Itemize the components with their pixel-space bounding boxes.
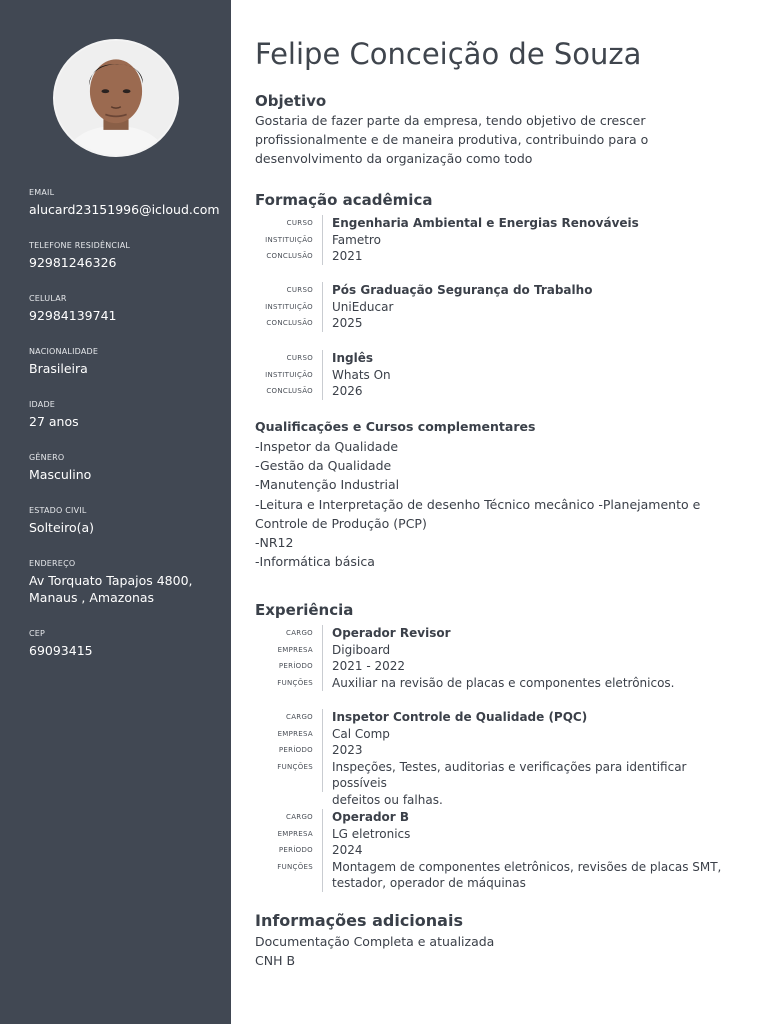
experience-role-row [255, 809, 745, 826]
contact-gender-label: GÊNERO [29, 453, 65, 462]
section-experience [255, 600, 745, 620]
section-education [255, 190, 745, 210]
qualification-item: -Manutenção Industrial [255, 477, 400, 493]
duties-value [332, 759, 732, 809]
experience-period-row [255, 842, 745, 859]
profile-photo-image [55, 41, 177, 155]
company-value: LG eletronics [332, 826, 411, 841]
company-label: EMPRESA [277, 829, 313, 838]
period-label: PERÍODO [278, 662, 313, 670]
contact-age-label: IDADE [29, 400, 56, 409]
institution-label: INSTITUIÇÃO [265, 370, 313, 379]
sidebar [0, 0, 231, 1024]
contact-age [29, 400, 225, 430]
experience-company-row [255, 642, 745, 659]
duties-label: FUNÇÕES [277, 862, 313, 871]
education-course-row [255, 350, 745, 367]
role-label: CARGO [286, 713, 313, 721]
contact-marital-status [29, 506, 225, 536]
institution-value: Fametro [332, 232, 381, 247]
company-value: Cal Comp [332, 726, 390, 741]
duties-label: FUNÇÕES [277, 678, 313, 687]
objective-line: Gostaria de fazer parte da empresa, tendo objetivo de crescer [255, 113, 646, 128]
objective-line: desenvolvimento da organização como todo [255, 151, 533, 166]
objective-line: profissionalmente e de maneira produtiva, contribuindo para o [255, 132, 649, 147]
company-label: EMPRESA [277, 645, 313, 654]
education-entry [255, 215, 745, 265]
experience-title: Experiência [255, 601, 354, 619]
objective-title: Objetivo [255, 92, 327, 110]
contact-mobile-label: CELULAR [29, 294, 67, 303]
duties-line: Montagem de componentes eletrônicos, revisões de placas SMT, [332, 859, 722, 874]
education-entry [255, 350, 745, 400]
institution-label: INSTITUIÇÃO [265, 235, 313, 244]
period-value: 2023 [332, 743, 363, 757]
experience-entry [255, 709, 745, 807]
education-institution-row [255, 232, 745, 249]
contact-zip-value: 69093415 [29, 643, 93, 658]
contact-address-line2: Manaus , Amazonas [29, 590, 155, 605]
experience-duties-row [255, 859, 745, 892]
contact-gender [29, 453, 225, 483]
experience-company-row [255, 826, 745, 843]
period-value: 2021 - 2022 [332, 659, 406, 673]
qualification-item: -Informática básica [255, 554, 375, 570]
qualification-item: Controle de Produção (PCP) [255, 515, 427, 531]
experience-role-row [255, 709, 745, 726]
duties-label: FUNÇÕES [277, 762, 313, 771]
education-course-row [255, 282, 745, 299]
institution-label: INSTITUIÇÃO [265, 302, 313, 311]
additional-info-title: Informações adicionais [255, 911, 463, 930]
education-entry [255, 282, 745, 332]
role-label: CARGO [286, 813, 313, 821]
course-value: Inglês [332, 351, 373, 365]
education-completion-row [255, 315, 745, 332]
contact-mobile-value: 92984139741 [29, 308, 117, 323]
education-institution-row [255, 299, 745, 316]
period-value: 2024 [332, 843, 363, 857]
contact-zip [29, 629, 225, 659]
experience-duties-row [255, 759, 745, 807]
education-course-row [255, 215, 745, 232]
duties-value: Auxiliar na revisão de placas e componentes eletrônicos. [332, 675, 675, 690]
qualification-item: -Gestão da Qualidade [255, 458, 392, 474]
contact-address [29, 559, 225, 606]
course-label: CURSO [286, 354, 313, 362]
institution-value: Whats On [332, 367, 391, 382]
role-value: Operador Revisor [332, 626, 451, 640]
contact-email-label: EMAIL [29, 188, 55, 197]
contact-marital-status-label: ESTADO CIVIL [29, 506, 87, 515]
additional-info-line: Documentação Completa e atualizada [255, 934, 495, 949]
experience-period-row [255, 742, 745, 759]
role-value: Inspetor Controle de Qualidade (PQC) [332, 710, 588, 724]
experience-entry [255, 625, 745, 691]
contact-home-phone-value: 92981246326 [29, 255, 117, 270]
course-value: Pós Graduação Segurança do Trabalho [332, 283, 593, 297]
qualification-item: -NR12 [255, 535, 294, 551]
qualification-item: -Inspetor da Qualidade [255, 439, 399, 454]
additional-info-line: CNH B [255, 953, 296, 968]
completion-value: 2026 [332, 384, 363, 398]
contact-age-value: 27 anos [29, 414, 79, 429]
contact-gender-value: Masculino [29, 467, 92, 482]
course-label: CURSO [286, 286, 313, 294]
contact-address-label: ENDEREÇO [29, 559, 76, 568]
contact-address-line1: Av Torquato Tapajos 4800, [29, 573, 193, 588]
period-label: PERÍODO [278, 846, 313, 854]
role-value: Operador B [332, 810, 410, 824]
contact-marital-status-value: Solteiro(a) [29, 520, 95, 535]
main-content [255, 0, 745, 1024]
duties-line: Inspeções, Testes, auditorias e verificações para identificar possíveis [332, 759, 687, 790]
contact-nationality [29, 347, 225, 377]
completion-label: CONCLUSÃO [266, 387, 313, 395]
contact-email-value: alucard23151996@icloud.com [29, 202, 220, 217]
company-value: Digiboard [332, 642, 391, 657]
experience-entry [255, 809, 745, 892]
contact-home-phone [29, 241, 225, 271]
completion-label: CONCLUSÃO [266, 252, 313, 260]
completion-value: 2025 [332, 316, 363, 330]
course-label: CURSO [286, 219, 313, 227]
candidate-name: Felipe Conceição de Souza [255, 37, 642, 71]
education-title: Formação acadêmica [255, 191, 433, 209]
company-label: EMPRESA [277, 729, 313, 738]
duties-value [332, 859, 732, 892]
course-value: Engenharia Ambiental e Energias Renováveis [332, 216, 639, 230]
completion-label: CONCLUSÃO [266, 319, 313, 327]
role-label: CARGO [286, 629, 313, 637]
profile-photo [53, 39, 179, 157]
experience-period-row [255, 658, 745, 675]
period-label: PERÍODO [278, 746, 313, 754]
experience-duties-row [255, 675, 745, 692]
education-completion-row [255, 383, 745, 400]
education-institution-row [255, 367, 745, 384]
section-additional-info [255, 910, 745, 970]
contact-home-phone-label: TELEFONE RESIDÊNCIAL [29, 241, 131, 250]
contact-mobile [29, 294, 225, 324]
completion-value: 2021 [332, 249, 363, 263]
contact-nationality-label: NACIONALIDADE [29, 347, 99, 356]
education-completion-row [255, 248, 745, 265]
contact-email [29, 188, 225, 218]
institution-value: UniEducar [332, 299, 394, 314]
qualifications-title: Qualificações e Cursos complementares [255, 419, 536, 434]
contact-zip-label: CEP [29, 629, 46, 638]
experience-role-row [255, 625, 745, 642]
contact-nationality-value: Brasileira [29, 361, 88, 376]
duties-line: defeitos ou falhas. [332, 792, 443, 807]
qualifications-list [255, 437, 735, 571]
experience-company-row [255, 726, 745, 743]
section-objective [255, 91, 745, 168]
qualification-item: -Leitura e Interpretação de desenho Técnico mecânico -Planejamento e [255, 496, 701, 512]
duties-line: testador, operador de máquinas [332, 876, 526, 890]
